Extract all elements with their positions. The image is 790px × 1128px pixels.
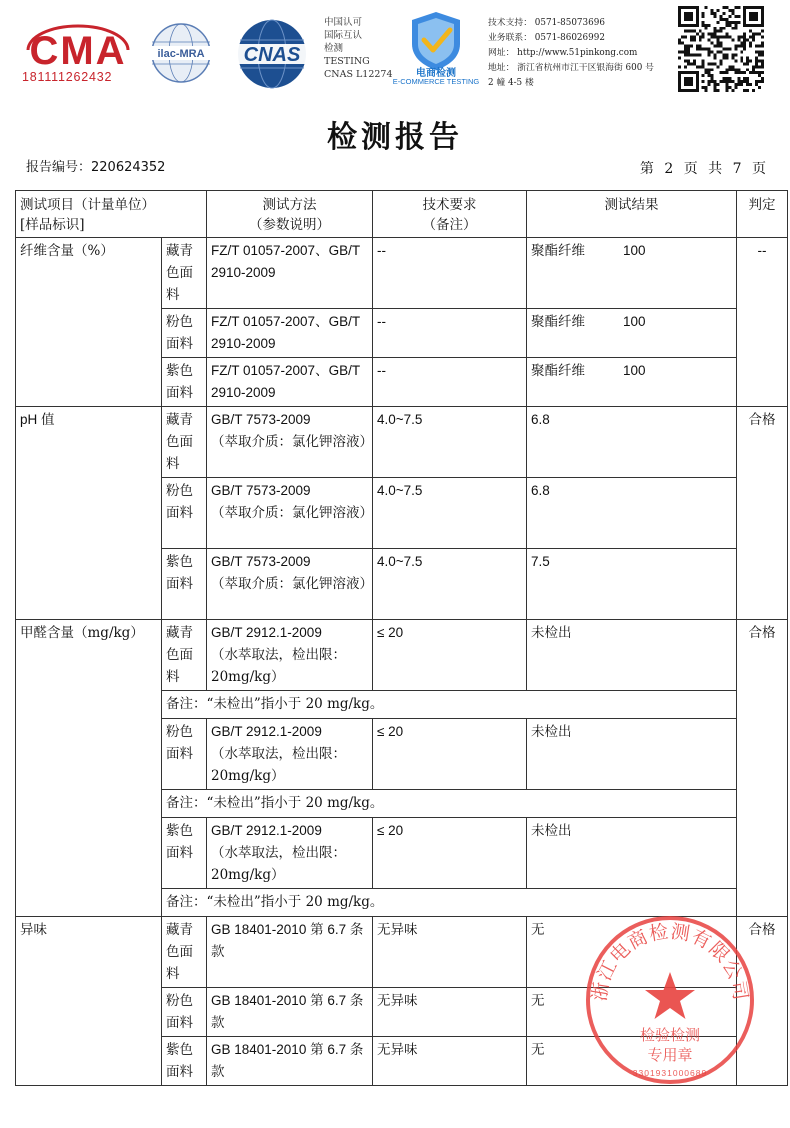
cnas-logo — [226, 18, 318, 90]
result: 未检出 — [527, 719, 737, 790]
ecommerce-testing-en: E-COMMERCE TESTING — [392, 77, 480, 86]
cnas-certificate-text: 中国认可 国际互认 检测 TESTING CNAS L12274 — [324, 17, 393, 80]
page-number: 第 2 页 共 7 页 — [639, 161, 766, 177]
svg-text:CNAS: CNAS — [243, 44, 301, 66]
contact-info: 技术支持： 0571-85073696 业务联系： 0571-86026992 网址： http://www.51pinkong.com 地址： 浙江省杭州市江干区银海街 600 号 2 幢 4-5 楼 — [488, 18, 654, 88]
requirement: ≤ 20 — [373, 719, 527, 790]
svg-text:3301931000689: 3301931000689 — [632, 1068, 708, 1078]
header-test-method: 测试方法 （参数说明） — [207, 191, 373, 238]
svg-text:浙江电商检测有限公司: 浙江电商检测有限公司 — [588, 920, 752, 1003]
ilac-mra-logo — [144, 22, 218, 84]
result: 无 — [527, 1037, 737, 1086]
report-header — [0, 0, 790, 110]
result-fiber-value: 100 — [623, 243, 646, 258]
test-method: GB 18401-2010 第 6.7 条款 — [207, 917, 373, 988]
sample-label: 紫色面料 — [162, 1037, 207, 1086]
cma-number: 181111262432 — [22, 70, 113, 84]
result-fiber-value: 100 — [623, 363, 646, 378]
test-method: FZ/T 01057-2007、GB/T 2910-2009 — [207, 309, 373, 358]
result — [527, 309, 737, 358]
table-header-row — [16, 191, 788, 238]
result-fiber-value: 100 — [623, 314, 646, 329]
result: 6.8 — [527, 478, 737, 549]
sample-label: 紫色面料 — [162, 549, 207, 620]
test-method: GB 18401-2010 第 6.7 条款 — [207, 1037, 373, 1086]
requirement: -- — [373, 309, 527, 358]
result-fiber-name: 聚酯纤维 — [531, 243, 585, 259]
sample-label: 藏青色面料 — [162, 238, 207, 309]
result: 未检出 — [527, 818, 737, 889]
sample-label: 紫色面料 — [162, 818, 207, 889]
report-number: 报告编号：220624352 — [26, 160, 166, 175]
svg-text:ilac-MRA: ilac-MRA — [157, 48, 205, 60]
test-item: 异味 — [16, 917, 162, 1086]
remark: 备注：“未检出”指小于 20 mg/kg。 — [162, 691, 737, 719]
svg-text:检验检测: 检验检测 — [639, 1026, 701, 1044]
table-row — [16, 917, 788, 988]
result — [527, 358, 737, 407]
result: 7.5 — [527, 549, 737, 620]
qr-code[interactable] — [678, 6, 764, 92]
sample-label: 粉色面料 — [162, 988, 207, 1037]
judgement: -- — [737, 238, 788, 407]
sample-label: 藏青色面料 — [162, 620, 207, 691]
requirement: 无异味 — [373, 917, 527, 988]
table-row — [16, 407, 788, 478]
test-method: FZ/T 01057-2007、GB/T 2910-2009 — [207, 238, 373, 309]
test-method: GB/T 2912.1-2009 （水萃取法，检出限：20mg/kg） — [207, 818, 373, 889]
requirement: -- — [373, 358, 527, 407]
requirement: 无异味 — [373, 1037, 527, 1086]
svg-text:CMA: CMA — [29, 29, 127, 73]
test-item: pH 值 — [16, 407, 162, 620]
table-row — [16, 238, 788, 309]
header-judgement: 判定 — [737, 191, 788, 238]
test-method: GB/T 2912.1-2009 （水萃取法，检出限：20mg/kg） — [207, 719, 373, 790]
test-method: GB/T 7573-2009 （萃取介质：氯化钾溶液） — [207, 549, 373, 620]
test-method: GB 18401-2010 第 6.7 条款 — [207, 988, 373, 1037]
requirement: -- — [373, 238, 527, 309]
header-result: 测试结果 — [527, 191, 737, 238]
sample-label: 粉色面料 — [162, 719, 207, 790]
sample-label: 粉色面料 — [162, 309, 207, 358]
ecommerce-testing-name: 电商检测 — [416, 68, 456, 79]
test-method: FZ/T 01057-2007、GB/T 2910-2009 — [207, 358, 373, 407]
sample-label: 粉色面料 — [162, 478, 207, 549]
sample-label: 紫色面料 — [162, 358, 207, 407]
requirement: 4.0~7.5 — [373, 478, 527, 549]
result: 无 — [527, 917, 737, 988]
result-fiber-name: 聚酯纤维 — [531, 363, 585, 379]
judgement: 合格 — [737, 407, 788, 620]
test-results-table — [15, 190, 788, 1086]
svg-text:专用章: 专用章 — [647, 1046, 693, 1064]
judgement: 合格 — [737, 620, 788, 917]
header-test-item: 测试项目（计量单位） [样品标识] — [16, 191, 207, 238]
result-fiber-name: 聚酯纤维 — [531, 314, 585, 330]
test-method: GB/T 2912.1-2009 （水萃取法，检出限：20mg/kg） — [207, 620, 373, 691]
test-method: GB/T 7573-2009 （萃取介质：氯化钾溶液） — [207, 478, 373, 549]
test-item: 纤维含量（%） — [16, 238, 162, 407]
result — [527, 238, 737, 309]
requirement: 4.0~7.5 — [373, 549, 527, 620]
sample-label: 藏青色面料 — [162, 917, 207, 988]
result: 6.8 — [527, 407, 737, 478]
result: 未检出 — [527, 620, 737, 691]
requirement: 无异味 — [373, 988, 527, 1037]
page-title: 检测报告 — [327, 120, 463, 155]
requirement: ≤ 20 — [373, 818, 527, 889]
remark: 备注：“未检出”指小于 20 mg/kg。 — [162, 889, 737, 917]
test-method: GB/T 7573-2009 （萃取介质：氯化钾溶液） — [207, 407, 373, 478]
remark: 备注：“未检出”指小于 20 mg/kg。 — [162, 790, 737, 818]
result: 无 — [527, 988, 737, 1037]
table-row — [16, 620, 788, 691]
requirement: ≤ 20 — [373, 620, 527, 691]
judgement: 合格 — [737, 917, 788, 1086]
header-requirement: 技术要求 （备注） — [373, 191, 527, 238]
requirement: 4.0~7.5 — [373, 407, 527, 478]
sample-label: 藏青色面料 — [162, 407, 207, 478]
test-item: 甲醛含量（mg/kg） — [16, 620, 162, 917]
